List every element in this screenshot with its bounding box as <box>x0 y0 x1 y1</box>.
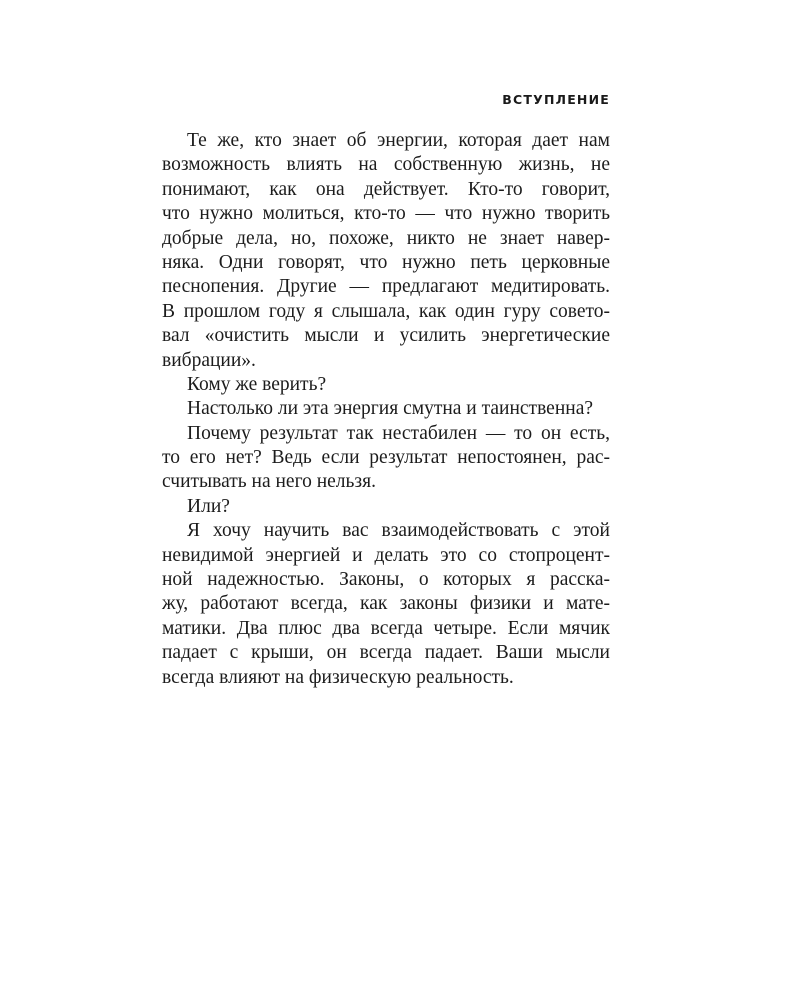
text-line: В прошлом году я слышала, как один гуру совето- <box>162 300 610 322</box>
running-header: ВСТУПЛЕНИЕ <box>502 92 610 107</box>
text-line: ной надежностью. Законы, о которых я расска- <box>162 569 610 591</box>
text-line: Или? <box>187 495 230 517</box>
body-text <box>162 129 610 690</box>
text-line: Настолько ли эта энергия смутна и таинственна? <box>187 398 594 420</box>
text-line: Те же, кто знает об энергии, которая дает нам <box>187 130 610 151</box>
text-line: няка. Одни говорят, что нужно петь церковные <box>162 251 610 273</box>
text-line: Почему результат так нестабилен — то он есть, <box>187 422 610 444</box>
text-line: матики. Два плюс два всегда четыре. Если мячик <box>162 617 610 639</box>
text-line: песнопения. Другие — предлагают медитировать. <box>162 276 610 298</box>
text-line: считывать на него нельзя. <box>162 471 376 493</box>
text-line: всегда влияют на физическую реальность. <box>162 666 514 688</box>
text-line: добрые дела, но, похоже, никто не знает навер- <box>162 227 610 249</box>
text-line: Кому же верить? <box>187 373 327 395</box>
text-line: жу, работают всегда, как законы физики и мате- <box>162 593 610 615</box>
text-line: вибрации». <box>162 349 256 371</box>
text-line: падает с крыши, он всегда падает. Ваши мысли <box>162 642 610 664</box>
text-line: что нужно молиться, кто-то — что нужно творить <box>162 203 610 225</box>
text-line: понимают, как она действует. Кто-то говорит, <box>162 178 610 200</box>
text-line: вал «очистить мысли и усилить энергетические <box>162 325 610 347</box>
text-line: невидимой энергией и делать это со стопроцент- <box>162 544 610 566</box>
text-line: Я хочу научить вас взаимодействовать с этой <box>187 520 610 542</box>
text-line: возможность влиять на собственную жизнь, не <box>162 154 610 176</box>
text-line: то его нет? Ведь если результат непостоянен, рас- <box>162 447 610 469</box>
